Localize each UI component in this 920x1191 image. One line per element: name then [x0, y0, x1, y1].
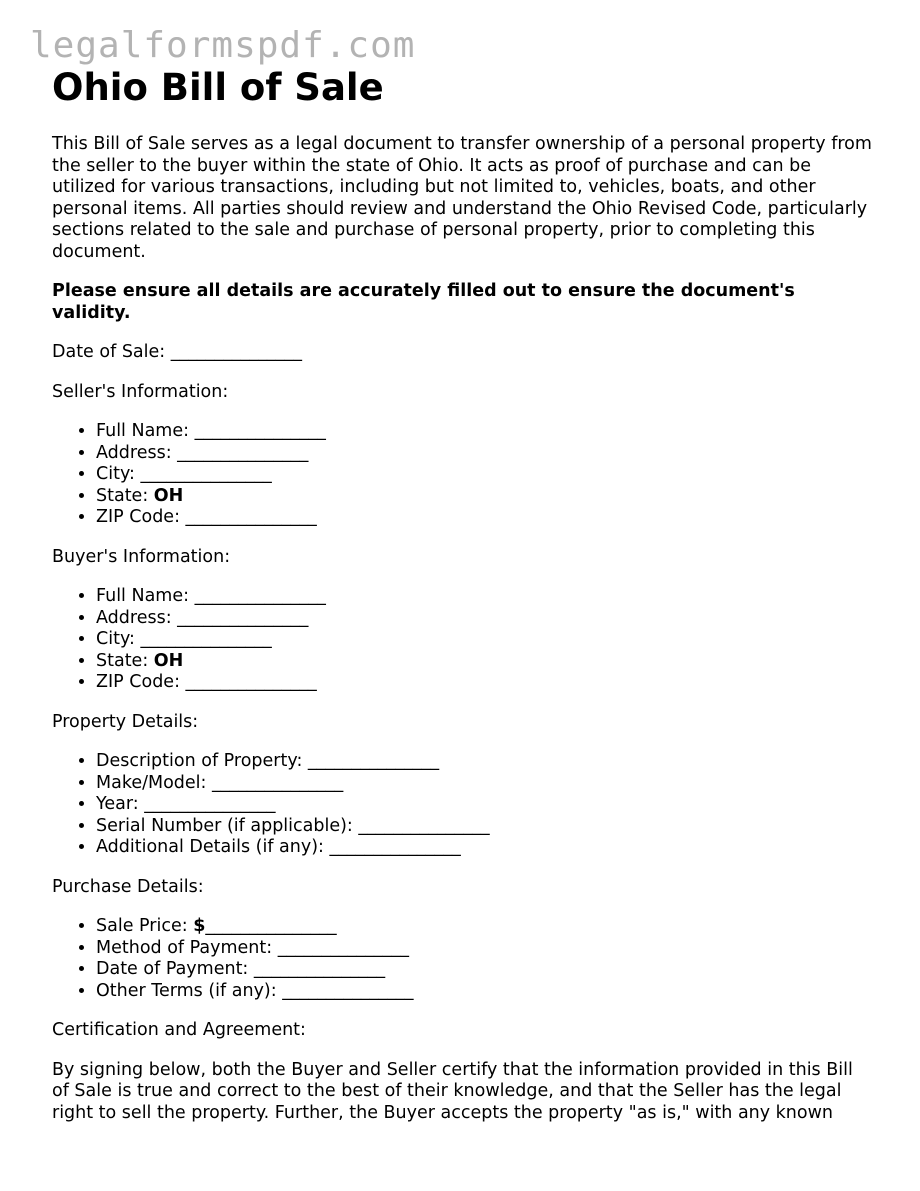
seller-address — [96, 443, 872, 465]
buyer-zip-blank[interactable]: _______________ — [185, 672, 317, 692]
seller-zip-blank[interactable]: _______________ — [185, 507, 317, 527]
seller-full-name — [96, 421, 872, 443]
seller-heading: Seller's Information: — [52, 381, 229, 402]
property-description-blank[interactable]: _______________ — [307, 751, 440, 771]
date-of-sale-label: Date of Sale: — [52, 342, 171, 362]
seller-city-blank[interactable]: _______________ — [140, 464, 272, 484]
currency-symbol: $ — [193, 916, 206, 936]
property-make-model-label: Make/Model: — [96, 772, 212, 793]
sale-price-blank[interactable]: _______________ — [205, 916, 337, 936]
purchase-date — [96, 959, 872, 981]
property-serial-label: Serial Number (if applicable): — [96, 815, 359, 836]
buyer-city-label: City: — [96, 629, 141, 649]
document-page — [52, 66, 872, 1124]
buyer-city-blank[interactable]: _______________ — [140, 629, 272, 649]
buyer-list — [52, 586, 872, 694]
seller-zip-label: ZIP Code: — [96, 507, 186, 527]
sale-price-label: Sale Price: — [96, 916, 194, 936]
purchase-other-terms — [96, 981, 872, 1003]
page-title: Ohio Bill of Sale — [52, 66, 384, 109]
buyer-zip — [96, 672, 872, 694]
other-terms-label: Other Terms (if any): — [96, 980, 283, 1001]
buyer-address-blank[interactable]: _______________ — [177, 607, 309, 628]
accuracy-notice: Please ensure all details are accurately filled out to ensure the document's validity. — [52, 281, 795, 323]
payment-method-blank[interactable]: _______________ — [277, 937, 409, 958]
property-description-label: Description of Property: — [96, 751, 308, 771]
buyer-full-name-blank[interactable]: _______________ — [194, 586, 326, 606]
property-make-model-blank[interactable]: _______________ — [212, 772, 344, 793]
watermark: legalformspdf.com — [30, 25, 416, 66]
property-heading: Property Details: — [52, 711, 199, 732]
buyer-full-name-label: Full Name: — [96, 586, 195, 606]
property-serial — [96, 816, 872, 838]
seller-zip — [96, 507, 872, 529]
date-of-sale-line — [52, 342, 872, 364]
purchase-sale-price — [96, 916, 872, 938]
property-additional-label: Additional Details (if any): — [96, 837, 330, 857]
property-year-label: Year: — [96, 794, 145, 814]
seller-full-name-label: Full Name: — [96, 421, 195, 441]
seller-city-label: City: — [96, 464, 141, 484]
certification-heading: Certification and Agreement: — [52, 1020, 306, 1040]
other-terms-blank[interactable]: _______________ — [282, 980, 414, 1001]
buyer-address — [96, 608, 872, 630]
buyer-state — [96, 651, 872, 673]
date-of-sale-blank[interactable]: _______________ — [170, 342, 302, 362]
property-list — [52, 751, 872, 859]
seller-state-label: State: — [96, 485, 154, 506]
payment-date-blank[interactable]: _______________ — [253, 959, 386, 979]
buyer-full-name — [96, 586, 872, 608]
seller-full-name-blank[interactable]: _______________ — [194, 421, 326, 441]
seller-state-value: OH — [153, 485, 184, 506]
buyer-zip-label: ZIP Code: — [96, 672, 186, 692]
payment-method-label: Method of Payment: — [96, 937, 278, 958]
purchase-heading: Purchase Details: — [52, 876, 204, 897]
property-description — [96, 751, 872, 773]
property-year — [96, 794, 872, 816]
seller-state — [96, 486, 872, 508]
property-serial-blank[interactable]: _______________ — [358, 815, 490, 836]
seller-address-label: Address: — [96, 442, 178, 463]
seller-address-blank[interactable]: _______________ — [177, 442, 309, 463]
property-additional-blank[interactable]: _______________ — [329, 837, 461, 857]
certification-text: By signing below, both the Buyer and Seller certify that the information provided in this Bill of Sale is true and correct to the best of their knowledge, and that the Seller has the legal right to sell the property. Further, the Buyer accepts the property "as is," with any known — [52, 1059, 853, 1123]
buyer-address-label: Address: — [96, 607, 178, 628]
purchase-method — [96, 938, 872, 960]
buyer-state-label: State: — [96, 650, 154, 671]
buyer-city — [96, 629, 872, 651]
seller-list — [52, 421, 872, 529]
property-year-blank[interactable]: _______________ — [144, 794, 276, 814]
seller-city — [96, 464, 872, 486]
property-make-model — [96, 773, 872, 795]
intro-paragraph: This Bill of Sale serves as a legal document to transfer ownership of a personal property from the seller to the buyer within the state of Ohio. It acts as proof of purchase and can be utilized for various transactions, including but not limited to, vehicles, boats, and other personal items. All parties should review and understand the Ohio Revised Code, particularly sections related to the sale and purchase of personal property, prior to completing this document. — [52, 134, 872, 262]
purchase-list — [52, 916, 872, 1002]
payment-date-label: Date of Payment: — [96, 959, 254, 979]
property-additional — [96, 837, 872, 859]
buyer-state-value: OH — [153, 650, 184, 671]
buyer-heading: Buyer's Information: — [52, 546, 231, 567]
